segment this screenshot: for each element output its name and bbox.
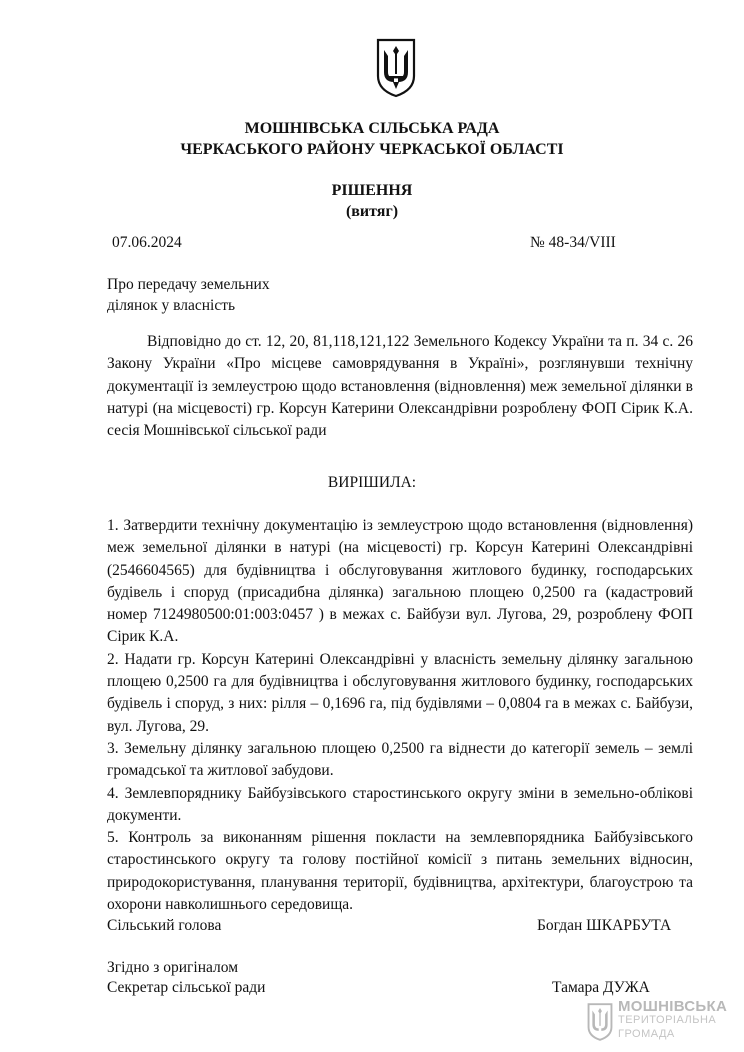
head-name: Богдан ШКАРБУТА — [537, 917, 672, 934]
watermark-line2: ТЕРИТОРІАЛЬНА — [618, 1014, 717, 1026]
subject-line2: ділянок у власність — [107, 297, 236, 314]
resolved-heading: ВИРІШИЛА: — [327, 474, 417, 491]
resolution-items — [107, 515, 693, 916]
org-name-line1: МОШНІВСЬКА СІЛЬСЬКА РАДА — [244, 120, 500, 137]
doc-subtype: (витяг) — [345, 203, 399, 220]
document-number: № 48-34/VIII — [530, 234, 616, 251]
subject-line1: Про передачу земельних — [107, 276, 270, 293]
secretary-name: Тамара ДУЖА — [552, 979, 650, 996]
preamble-paragraph: Відповідно до ст. 12, 20, 81,118,121,122 Земельного Кодексу України та п. 34 с. 26 Закону України «Про місцеве самоврядування в Україні», розглянувши технічну документації із землеустрою щодо встановлення (відновлення) меж земельної ділянки в натурі (на місцевості) гр. Корсун Катерини Олександрівни розроблену ФОП Сірик К.А. сесія Мошнівської сільської ради — [107, 333, 693, 440]
watermark-trident-icon — [586, 1000, 614, 1044]
copy-note: Згідно з оригіналом — [107, 959, 239, 976]
resolution-item: 3. Земельну ділянку загальною площею 0,2500 га віднести до категорії земель – землі громадської та житлової забудови. — [107, 739, 693, 780]
resolution-item: 1. Затвердити технічну документацію із землеустрою щодо встановлення (відновлення) меж земельної ділянки в натурі (на місцевості) гр. Корсун Катерині Олександрівні (2546604565) для будівництва і обслуговування житлового будинку, господарських будівель і споруд (присадибна ділянка) загальною площею 0,2500 га (кадастровий номер 7124980500:01:003:0457 ) в межах с. Байбузи вул. Лугова, 29, розроблену ФОП Сірик К.А. — [107, 517, 693, 646]
secretary-title: Секретар сільської ради — [107, 979, 266, 996]
document-title — [0, 180, 744, 222]
community-watermark — [586, 998, 736, 1050]
org-name-line2: ЧЕРКАСЬКОГО РАЙОНУ ЧЕРКАСЬКОЇ ОБЛАСТІ — [180, 141, 564, 158]
resolution-item: 4. Землевпорядникy Байбузівського старостинського округу зміни в земельно-облікові документи. — [107, 784, 693, 824]
doc-type: РІШЕННЯ — [331, 182, 413, 199]
watermark-line1: МОШНІВСЬКА — [618, 998, 728, 1015]
document-date: 07.06.2024 — [112, 234, 182, 251]
trident-emblem-icon — [374, 38, 418, 98]
document-subject — [107, 274, 270, 316]
resolution-item: 5. Контроль за виконанням рішення покласти на землевпорядника Байбузівського старостинського округу та голову постійної комісії з питань земельних відносин, природокористування, планування території, будівництва, архітектури, благоустрою та охорони навколишнього середовища. — [107, 829, 693, 914]
watermark-line3: ГРОМАДА — [618, 1028, 675, 1040]
council-header — [0, 118, 744, 160]
head-title: Сільський голова — [107, 917, 222, 934]
resolution-item: 2. Надати гр. Корсун Катерині Олександрівні у власність земельну ділянку загальною площею 0,2500 га для будівництва і обслуговування житлового будинку, господарських будівель і споруд, з них: рілля – 0,1696 га, під будівлями – 0,0804 га в межах с. Байбузи, вул. Лугова, 29. — [107, 650, 693, 735]
